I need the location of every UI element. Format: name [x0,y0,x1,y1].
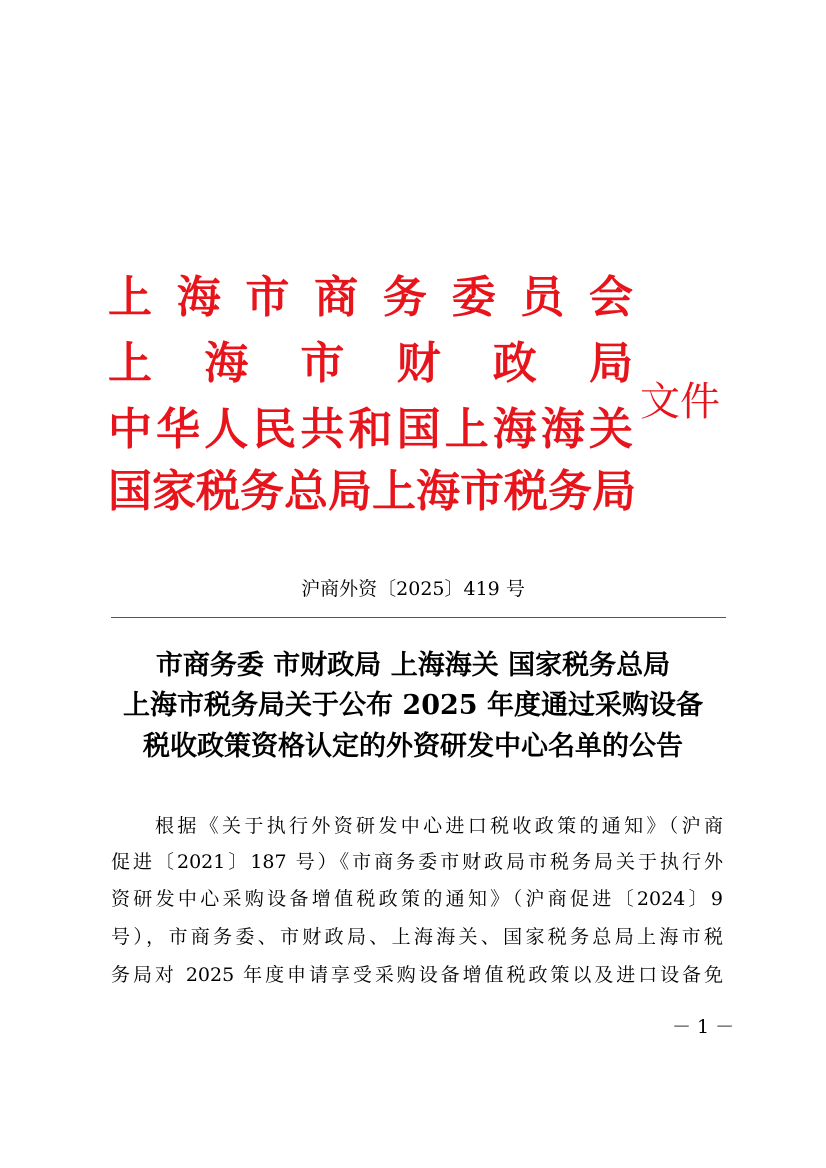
issuer-line [108,462,636,522]
document-title-line: 上海市税务局关于公布 2025 年度通过采购设备 [123,690,703,721]
body-text-line: 资研发中心采购设备增值税政策的通知》（沪商促进〔2024〕9 [111,888,723,910]
document-number: 沪商外资〔2025〕419 号 [301,578,525,600]
page-number: － 1 － [672,1016,735,1038]
red-divider [111,617,726,618]
body-text-line: 根据《关于执行外资研发中心进口税收政策的通知》（沪商 [155,815,723,837]
issuer-name: 中华人民共和国上海海关 [108,404,633,455]
issuer-name: 国家税务总局上海市税务局 [108,466,636,517]
body-text-line: 促进〔2021〕187 号）《市商务委市财政局市税务局关于执行外 [111,851,723,873]
body-text-line: 号），市商务委、市财政局、上海海关、国家税务总局上海市税 [111,926,723,948]
issuer-line [108,268,633,328]
issuer-line [108,400,633,460]
issuer-name: 上 海 市 财 政 局 [108,338,633,389]
document-suffix: 文件 [640,379,720,425]
body-text-line: 务局对 2025 年度申请享受采购设备增值税政策以及进口设备免 [111,964,723,986]
document-title-line: 税收政策资格认定的外资研发中心名单的公告 [143,731,683,762]
document-title-line: 市商务委 市财政局 上海海关 国家税务总局 [155,650,671,681]
issuer-line [108,334,633,394]
issuer-name: 上 海 市 商 务 委 员 会 [108,272,633,323]
